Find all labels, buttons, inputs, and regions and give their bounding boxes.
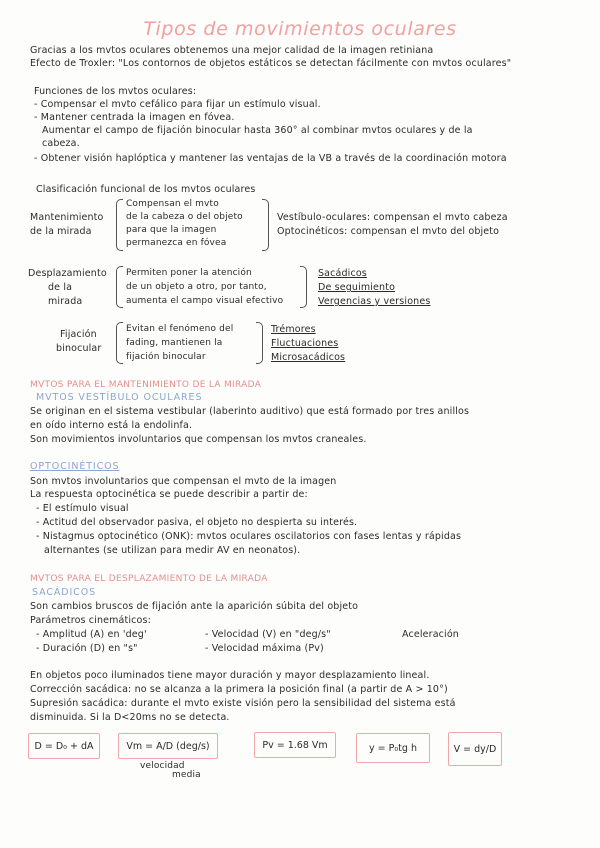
body-line: Son movimientos involuntarios que compensan los mvtos craneales. <box>30 434 367 445</box>
brace-line: Permiten poner la atención <box>126 268 252 278</box>
body-line: - El estímulo visual <box>36 503 129 514</box>
body-line: - Nistagmus optocinético (ONK): mvtos oculares oscilatorios con fases lentas y rápidas <box>36 531 462 542</box>
desplazamiento-label: de la <box>48 282 73 293</box>
fijacion-type: Trémores <box>271 324 316 335</box>
brace-line: fading, mantienen la <box>126 338 223 348</box>
body-line: Supresión sacádica: durante el mvto existe visión pero la sensibilidad del sistema está <box>30 698 456 709</box>
formula-box: y = P₀tg h <box>356 733 430 763</box>
desplazamiento-label: mirada <box>48 296 83 307</box>
funciones-item: - Compensar el mvto cefálico para fijar un estímulo visual. <box>34 99 321 110</box>
section-heading: MVTOS PARA EL MANTENIMIENTO DE LA MIRADA <box>30 380 262 390</box>
desplazamiento-type: Vergencias y versiones <box>318 296 431 307</box>
formula-annotation: velocidad <box>140 761 185 771</box>
brace-line: Compensan el mvto <box>126 199 219 209</box>
brace-line: permanezca en fóvea <box>126 238 227 248</box>
brace-right <box>256 322 263 364</box>
param: - Duración (D) en "s" <box>36 643 138 654</box>
section-heading: MVTOS PARA EL DESPLAZAMIENTO DE LA MIRADA <box>30 574 268 584</box>
fijacion-type: Microsacádicos <box>271 352 346 363</box>
fijacion-label: binocular <box>56 343 102 354</box>
param: - Amplitud (A) en 'deg' <box>36 629 147 640</box>
intro-line: Gracias a los mvtos oculares obtenemos una mejor calidad de la imagen retiniana <box>30 45 434 56</box>
body-line: disminuida. Si la D<20ms no se detecta. <box>30 712 230 723</box>
desplazamiento-type: Sacádicos <box>318 268 367 279</box>
body-line: Se originan en el sistema vestibular (laberinto auditivo) que está formado por tres anillos <box>30 406 470 417</box>
brace-right <box>262 199 269 251</box>
funciones-item: cabeza. <box>42 138 80 149</box>
formula-box: D = D₀ + dA <box>28 733 100 759</box>
mantenimiento-type: Optocinéticos: compensan el mvto del objeto <box>277 226 500 237</box>
body-line: en oído interno está la endolinfa. <box>30 420 193 431</box>
param: - Velocidad máxima (Pv) <box>205 643 324 654</box>
brace-line: de un objeto a otro, por tanto, <box>126 282 267 292</box>
body-line: Corrección sacádica: no se alcanza a la primera la posición final (a partir de A > 10°) <box>30 684 448 695</box>
brace-line: fijación binocular <box>126 352 206 362</box>
body-line: - Actitud del observador pasiva, el objeto no despierta su interés. <box>36 517 358 528</box>
formula-box: V = dy/D <box>448 732 502 766</box>
body-line: La respuesta optocinética se puede describir a partir de: <box>30 489 308 500</box>
brace-left <box>116 266 123 308</box>
body-line: alternantes (se utilizan para medir AV en neonatos). <box>44 545 301 556</box>
param: Aceleración <box>402 629 459 640</box>
body-line: Parámetros cinemáticos: <box>30 615 151 626</box>
brace-left <box>116 322 123 364</box>
page-title: Tipos de movimientos oculares <box>143 18 457 40</box>
fijacion-type: Fluctuaciones <box>271 338 339 349</box>
body-line: Son mvtos involuntarios que compensan el mvto de la imagen <box>30 476 337 487</box>
brace-line: de la cabeza o del objeto <box>126 212 243 222</box>
mantenimiento-label: Mantenimiento <box>30 212 104 223</box>
subsection-heading: MVTOS VESTÍBULO OCULARES <box>36 392 203 403</box>
brace-left <box>116 199 123 251</box>
formula-annotation: media <box>172 770 201 780</box>
formula-box: Vm = A/D (deg/s) <box>118 733 218 759</box>
funciones-item: Aumentar el campo de fijación binocular hasta 360° al combinar mvtos oculares y de la <box>42 125 473 136</box>
clasificacion-heading: Clasificación funcional de los mvtos oculares <box>36 184 256 195</box>
funciones-heading: Funciones de los mvtos oculares: <box>34 86 197 97</box>
mantenimiento-type: Vestíbulo-oculares: compensan el mvto cabeza <box>277 212 508 223</box>
subsection-heading: OPTOCINÉTICOS <box>30 461 120 472</box>
brace-line: para que la imagen <box>126 225 217 235</box>
mantenimiento-label: de la mirada <box>30 226 92 237</box>
brace-right <box>300 266 307 308</box>
brace-line: Evitan el fenómeno del <box>126 324 234 334</box>
desplazamiento-type: De seguimiento <box>318 282 396 293</box>
body-line: Son cambios bruscos de fijación ante la aparición súbita del objeto <box>30 601 359 612</box>
intro-line: Efecto de Troxler: "Los contornos de objetos estáticos se detectan fácilmente con mvtos oculares" <box>30 58 512 69</box>
fijacion-label: Fijación <box>60 329 97 340</box>
param: - Velocidad (V) en "deg/s" <box>205 629 331 640</box>
desplazamiento-label: Desplazamiento <box>28 268 107 279</box>
body-line: En objetos poco iluminados tiene mayor duración y mayor desplazamiento lineal. <box>30 670 430 681</box>
brace-line: aumenta el campo visual efectivo <box>126 296 284 306</box>
funciones-item: - Mantener centrada la imagen en fóvea. <box>34 112 235 123</box>
formula-box: Pv = 1.68 Vm <box>254 732 336 758</box>
funciones-item: - Obtener visión haplóptica y mantener las ventajas de la VB a través de la coordinación motora <box>34 153 507 164</box>
subsection-heading: SACÁDICOS <box>32 587 97 598</box>
